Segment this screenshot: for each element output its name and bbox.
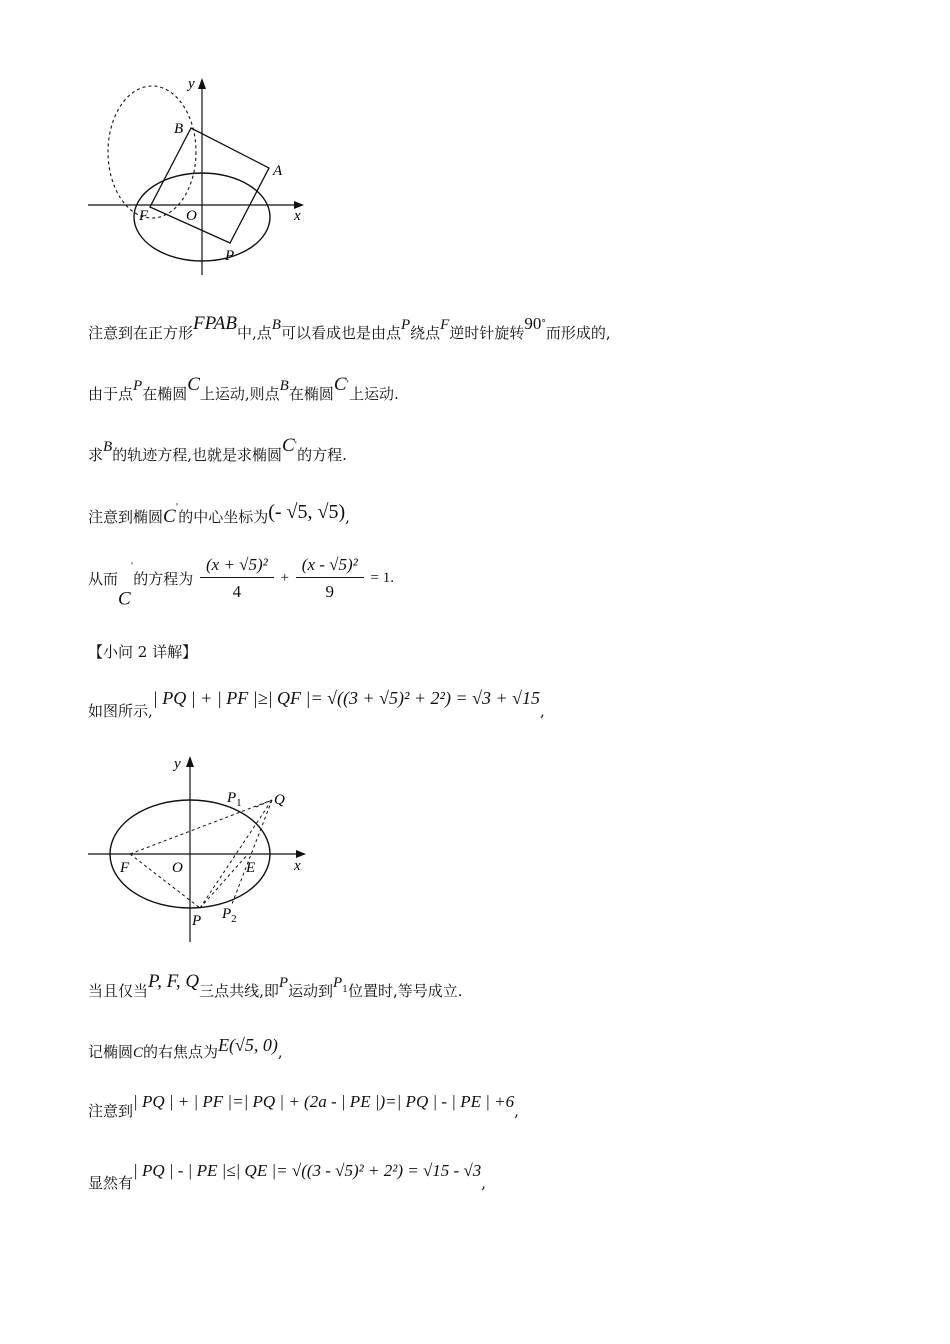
label-p1: $P_1$	[227, 790, 242, 809]
label-y: y	[188, 76, 195, 92]
segment-fq	[130, 800, 272, 854]
figure-square-ellipse	[80, 70, 320, 280]
text-line-4: 注意到椭圆C'的中心坐标为(- √5, √5),	[88, 501, 350, 527]
label-f: F	[139, 208, 149, 224]
fraction-2: $\frac{\text{(x - √5)²}}{9}$	[296, 555, 364, 602]
square-fpab	[150, 128, 269, 243]
label-p2: $P_2$	[222, 906, 237, 925]
label-x: x	[294, 858, 301, 874]
text-line-9: 记椭圆C的右焦点为E(√5, 0),	[88, 1035, 283, 1061]
label-x: x	[294, 208, 301, 224]
text-line-2: 由于点P在椭圆C上运动,则点B在椭圆C'上运动.	[88, 374, 399, 403]
label-e: E	[246, 860, 256, 876]
label-b: B	[174, 121, 184, 137]
text-line-7: 如图所示,| PQ | + | PF |≥| QF |= √((3 + √5)² + 2²) = √3 + √15,	[88, 688, 545, 720]
y-axis-arrow	[186, 756, 194, 767]
y-axis-arrow	[198, 78, 206, 89]
label-f: F	[120, 860, 130, 876]
text-line-11: 显然有| PQ | - | PE |≤| QE |= √((3 - √5)² + 2²) = √15 - √3,	[88, 1161, 487, 1192]
text-line-8: 当且仅当P, F, Q三点共线,即P运动到$P^1$位置时,等号成立.	[88, 971, 463, 1000]
label-o: O	[172, 860, 183, 876]
fraction-1: $\frac{\text{(x + √5)²}}{4}$	[200, 555, 274, 602]
label-a: A	[273, 163, 283, 179]
text-line-1: 注意到在正方形FPAB中,点B可以看成也是由点P绕点F逆时针旋转90°而形成的,	[88, 313, 611, 342]
ellipse-c-prime	[108, 86, 196, 218]
label-o: O	[186, 208, 197, 224]
label-p: P	[225, 248, 235, 264]
text-line-3: 求B的轨迹方程,也就是求椭圆C'的方程.	[88, 435, 347, 464]
x-axis-arrow	[296, 850, 306, 858]
label-p: P	[192, 913, 202, 929]
figure-ellipse-pq	[80, 750, 320, 950]
label-q: Q	[274, 792, 285, 808]
label-y: y	[174, 756, 181, 772]
text-line-5: 从而C'的方程为 $\frac{\text{(x + √5)²}}{4}$ + $\frac{\text{(x - √5)²}}{9}$ = 1.	[88, 555, 395, 610]
text-line-10: 注意到| PQ | + | PF |=| PQ | + (2a - | PE |)=| PQ | - | PE | +6,	[88, 1092, 519, 1120]
section-heading: 【小问 2 详解】	[88, 643, 198, 661]
